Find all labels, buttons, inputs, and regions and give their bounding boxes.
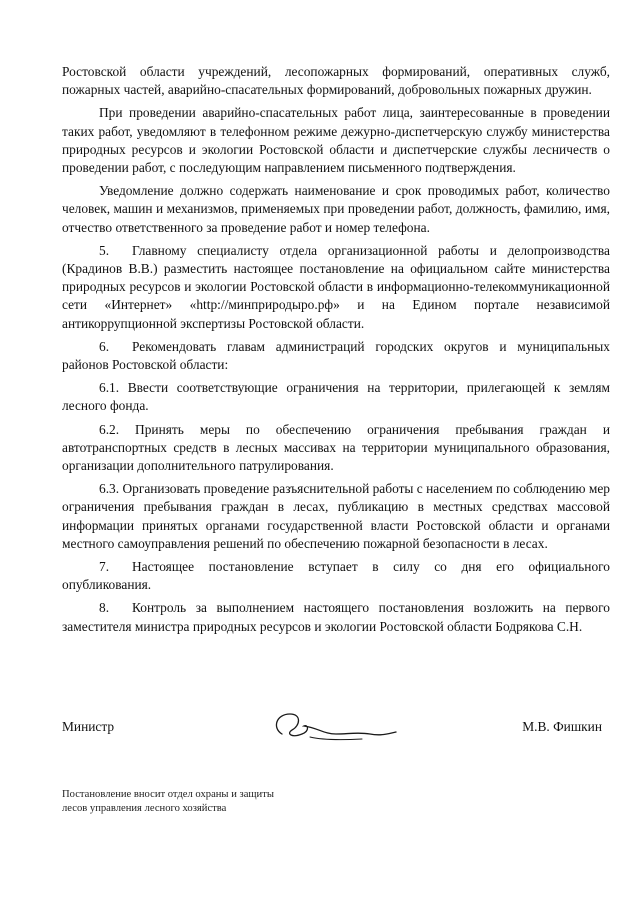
clause-6-text: Рекомендовать главам администраций городских округов и муниципальных районов Ростовской области:: [62, 338, 610, 373]
clause-8-number: 8.: [99, 600, 110, 616]
handwritten-signature: [262, 704, 402, 750]
clause-7: [62, 558, 610, 594]
clause-7-number: 7.: [99, 559, 110, 575]
paragraph-notification-content: Уведомление должно содержать наименование и срок проводимых работ, количество человек, машин и механизмов, применяемых при проведении работ, должность, фамилию, имя, отчество ответственного за проведение работ и номер телефона.: [62, 183, 610, 235]
clause-5: [62, 242, 610, 333]
clause-5-text: Главному специалисту отдела организационной работы и делопроизводства (Крадинов В.В.) разместить настоящее постановление на официальном сайте министерства природных ресурсов и экологии Ростовской области в информационно-телекоммуникационной сети «Интернет» «http://минприродыро.рф» и на Едином портале независимой антикоррупционной экспертизы Ростовской области.: [62, 242, 610, 331]
paragraph-rescue-works: При проведении аварийно-спасательных работ лица, заинтересованные в проведении таких работ, уведомляют в телефонном режиме дежурно-диспетчерскую службу министерства природных ресурсов и экологии Ростовской области и диспетчерские службы лесничеств о проведении работ, с последующим направлением письменного подтверждения.: [62, 105, 610, 176]
footnote: [62, 788, 382, 816]
footnote-line-2: лесов управления лесного хозяйства: [62, 803, 227, 814]
paragraph-continuation: Ростовской области учреждений, лесопожарных формирований, оперативных служб, пожарных частей, аварийно-спасательных формирований, добровольных пожарных дружин.: [62, 64, 610, 98]
clause-8: [62, 599, 610, 635]
clause-6: [62, 338, 610, 374]
footnote-line-1: Постановление вносит отдел охраны и защиты: [62, 789, 274, 800]
clause-8-text: Контроль за выполнением настоящего постановления возложить на первого заместителя министра природных ресурсов и экологии Ростовской области Бодрякова С.Н.: [62, 600, 610, 634]
signature-block: [62, 718, 602, 742]
clause-7-text: Настоящее постановление вступает в силу со дня его официального опубликования.: [62, 559, 610, 593]
signer-name: М.В. Фишкин: [522, 719, 602, 734]
signer-title: Министр: [62, 719, 115, 734]
clause-6-number: 6.: [99, 338, 110, 354]
clause-6-3: 6.3. Организовать проведение разъяснительной работы с населением по соблюдению мер ограничения пребывания граждан в лесах, публикацию в местных средствах массовой информации принятых органами государственной власти Ростовской области и органами местного самоуправления решений по обеспечению пожарной безопасности в лесах.: [62, 481, 610, 551]
clause-6-2: 6.2. Принять меры по обеспечению ограничения пребывания граждан и автотранспортных средств в лесных массивах на территории муниципального образования, организации дополнительного патрулирования.: [62, 421, 610, 474]
clause-5-number: 5.: [99, 242, 110, 258]
document-body: [62, 63, 610, 636]
clause-6-1: 6.1. Ввести соответствующие ограничения на территории, прилегающей к землям лесного фонда.: [62, 380, 610, 414]
